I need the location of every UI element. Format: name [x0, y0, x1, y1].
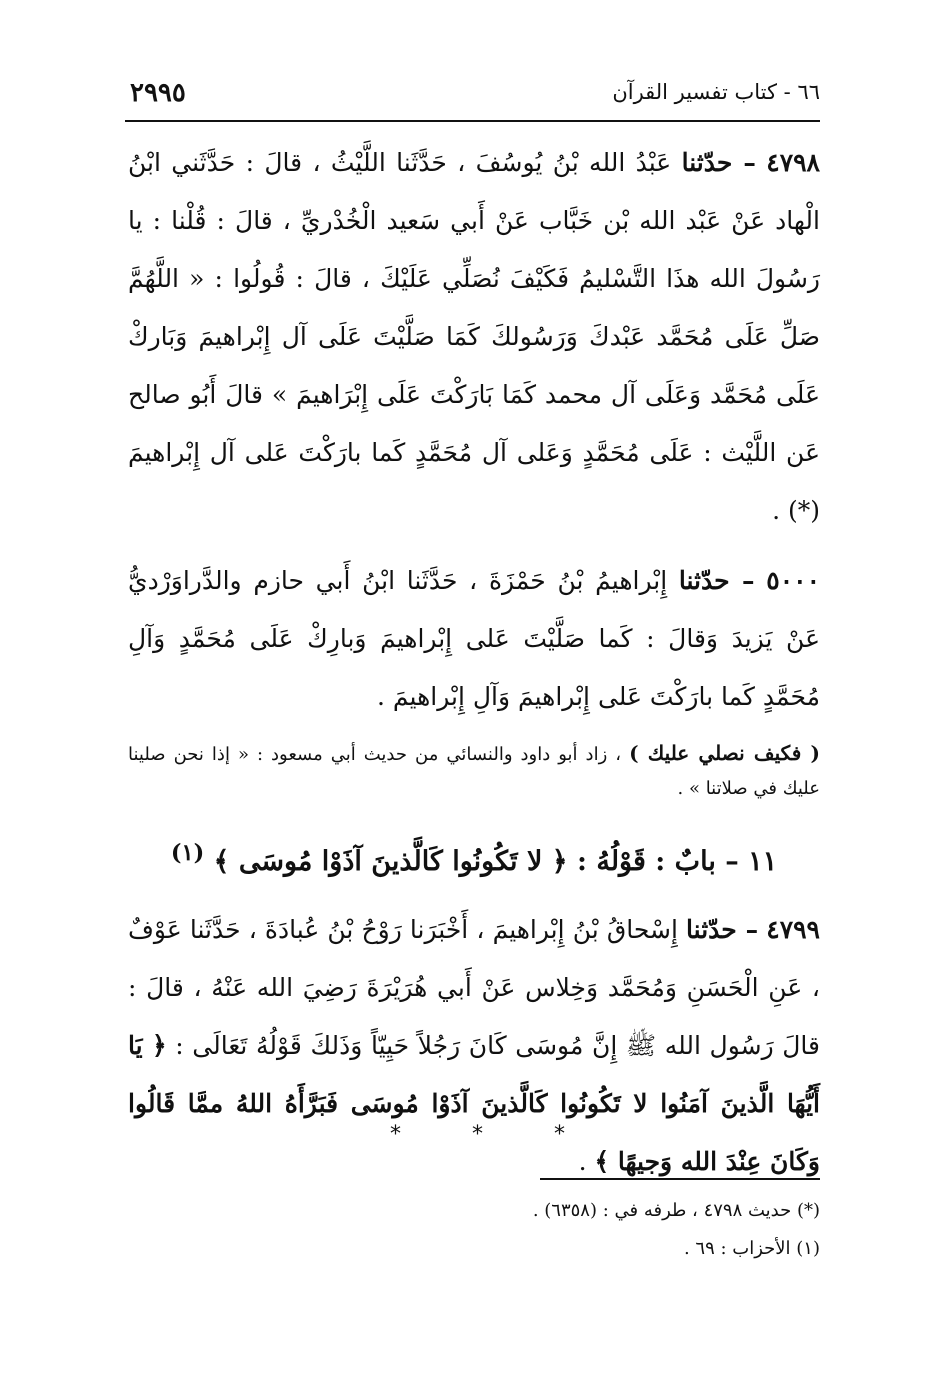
chapter-prefix: ١١ – بابٌ : قَوْلُهُ : [576, 846, 778, 877]
hadith-number: ٤٧٩٨ [766, 148, 820, 177]
header-rule [125, 120, 820, 122]
chapter-verse: ﴿ لا تَكُونُوا كَالَّذينَ آذَوْا مُوسَى ﴾ [213, 846, 568, 877]
hadith-text: عَبْدُ الله بْنُ يُوسُفَ ، حَدَّثَنا اللَّيْثُ ، قالَ : حَدَّثَني ابْنُ الْهاد عَنْ عَبْد الله بْن خَبَّاب عَنْ أَبي سَعيد الْخُدْريِّ ، قالَ : قُلْنا : يا رَسُولَ الله هذَا التَّسْليمُ فَكَيْفَ نُصَلِّي عَلَيْكَ ، قالَ : قُولُوا : « اللَّهُمَّ صَلِّ عَلَى مُحَمَّد عَبْدكَ وَرَسُولكَ كَمَا صَلَّيْتَ عَلَى آل إِبْراهيمَ وَبَاركْ عَلَى مُحَمَّد وَعَلَى آل محمد كَمَا بَارَكْتَ عَلَى إِبْرَاهيمَ » قالَ أَبُو صالح عَن اللَّيْث : عَلَى مُحَمَّدٍ وَعَلى آل مُحَمَّدٍ كَما بارَكْتَ عَلى آل إِبْراهيمَ (*) . [128, 148, 820, 525]
hadith-number: ٤٧٩٩ [766, 915, 820, 944]
main-text [128, 134, 820, 1191]
page-header [120, 78, 820, 114]
hadith-4798 [128, 134, 820, 540]
chapter-heading [128, 820, 820, 895]
page-number: ٢٩٩٥ [130, 78, 186, 108]
commentary-note [128, 736, 820, 806]
running-title: ٦٦ - كتاب تفسير القرآن [612, 80, 820, 104]
hadith-number: ٥٠٠٠ [766, 566, 820, 595]
section-separator [390, 1122, 565, 1147]
footnote: (١) الأحزاب : ٦٩ . [683, 1238, 820, 1259]
separator-star: * [472, 1122, 483, 1147]
hadith-4799 [128, 901, 820, 1191]
chapter-footnote-ref: (١) [170, 840, 205, 866]
separator-star: * [390, 1122, 401, 1147]
hadith-text: إِسْحاقُ بْنُ إِبْراهيمَ ، أَخْبَرَنا رَوْحُ بْنُ عُبادَةَ ، حَدَّثَنا عَوْفٌ ، عَنِ الْحَسَنِ وَمُحَمَّد وَخِلاس عَنْ أَبي هُرَيْرَةَ رَضِيَ الله عَنْهُ ، قالَ : قالَ رَسُول الله ﷺ إِنَّ مُوسَى كَانَ رَجُلاً حَيِيّاً وَذَلكَ قَوْلُهُ تَعَالَى : [128, 915, 820, 1060]
commentary-bold: ( فكيف نصلي عليك ) [629, 741, 820, 765]
hadith-lead: – حدّثنا [686, 915, 759, 944]
hadith-text: إِبْراهيمُ بْنُ حَمْزَةَ ، حَدَّثَنا ابْنُ أَبي حازم والدَّراوَرْديُّ عَنْ يَزيدَ وَقالَ : كَما صَلَّيْتَ عَلى إِبْراهيمَ وَبارِكْ عَلَى مُحَمَّدٍ وَآلِ مُحَمَّدٍ كَما بارَكْتَ عَلى إِبْراهيمَ وَآلِ إِبْراهيمَ . [128, 566, 820, 711]
footnote-rule [540, 1178, 820, 1180]
footnote: (*) حديث ٤٧٩٨ ، طرفه في : (٦٣٥٨) . [532, 1200, 820, 1221]
footnotes [420, 1192, 820, 1268]
hadith-lead: – حدّثنا [681, 148, 756, 177]
separator-star: * [554, 1122, 565, 1147]
hadith-lead: – حدّثنا [678, 566, 755, 595]
hadith-end: . [578, 1147, 587, 1176]
commentary-text: ، زاد أبو داود والنسائي من حديث أبي مسعود : « إذا نحن صلينا عليك في صلاتنا » . [128, 744, 820, 799]
hadith-5000 [128, 552, 820, 726]
quran-verse: ﴿ يَا أَيُّهَا الَّذينَ آمَنُوا لا تَكُونُوا كَالَّذينَ آذَوْا مُوسَى فَبَرَّأَهُ اللهُ ممَّا قَالُوا وَكَانَ عِنْدَ الله وَجيهًا ﴾ [128, 1031, 820, 1176]
